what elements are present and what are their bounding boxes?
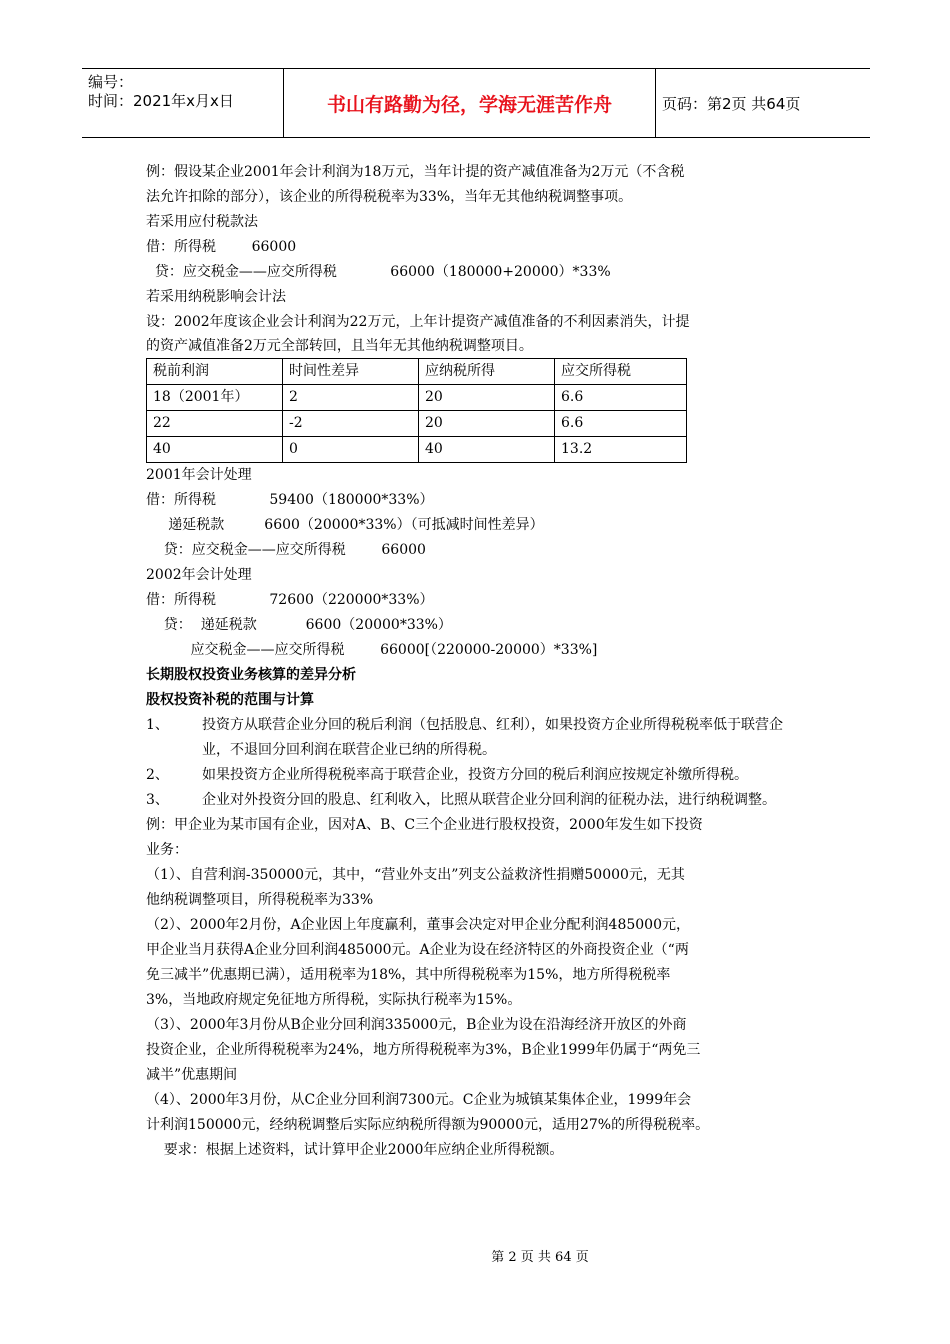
paragraph-line: 计利润150000元，经纳税调整后实际应纳税所得额为90000元，适用27%的所得税税率。 [146, 1117, 710, 1133]
paragraph-line: （3）、2000年3月份从B企业分回利润335000元，B企业为设在沿海经济开放区的外商 [146, 1017, 687, 1033]
table-cell: 2 [283, 385, 419, 411]
section-heading: 长期股权投资业务核算的差异分析 [146, 667, 356, 683]
header-meta [82, 69, 284, 137]
paragraph-line: 免三减半”优惠期已满），适用税率为18%，其中所得税税率为15%，地方所得税税率 [146, 967, 671, 983]
table-cell: 40 [147, 437, 283, 463]
paragraph-line: 要求：根据上述资料，试计算甲企业2000年应纳企业所得税额。 [146, 1142, 564, 1158]
list-item [146, 713, 810, 763]
paragraph-line: 例：甲企业为某市国有企业，因对A、B、C三个企业进行股权投资，2000年发生如下投资 [146, 817, 703, 833]
paragraph-line: 甲企业当月获得A企业分回利润485000元。A企业为设在经济特区的外商投资企业（“两 [146, 942, 689, 958]
time-label: 时间：2021年x月x日 [88, 92, 234, 110]
journal-line: 借：所得税 59400（180000*33%） [146, 492, 434, 508]
list-item-number: 2、 [146, 767, 169, 783]
paragraph-line: 设：2002年度该企业会计利润为22万元，上年计提资产减值准备的不利因素消失，计提 [146, 314, 690, 330]
journal-line: 递延税款 6600（20000*33%）（可抵减时间性差异） [146, 517, 544, 533]
list-item [146, 763, 810, 788]
journal-line: 借：所得税 72600（220000*33%） [146, 592, 434, 608]
table-header-cell: 应纳税所得 [419, 359, 555, 385]
table-header-cell: 时间性差异 [283, 359, 419, 385]
page-footer: 第 2 页 共 64 页 [491, 1250, 589, 1265]
section-label: 2002年会计处理 [146, 567, 252, 583]
table-row [147, 411, 687, 437]
document-body [146, 160, 810, 1163]
list-item-text: 投资方从联营企业分回的税后利润（包括股息、红利），如果投资方企业所得税税率低于联营企业，不退回分回利润在联营企业已纳的所得税。 [202, 717, 783, 758]
table-cell: 6.6 [555, 411, 687, 437]
header-page-info: 页码：第2页 共64页 [662, 94, 801, 113]
paragraph-line: （2）、2000年2月份，A企业因上年度赢利，董事会决定对甲企业分配利润485000元， [146, 917, 690, 933]
tax-table [146, 358, 687, 463]
list-item-number: 1、 [146, 717, 169, 733]
paragraph-line: 例：假设某企业2001年会计利润为18万元，当年计提的资产减值准备为2万元（不含税 [146, 164, 685, 180]
section-label: 2001年会计处理 [146, 467, 252, 483]
list-item-text: 企业对外投资分回的股息、红利收入，比照从联营企业分回利润的征税办法，进行纳税调整。 [202, 792, 776, 808]
table-cell: 13.2 [555, 437, 687, 463]
paragraph-line: （4）、2000年3月份，从C企业分回利润7300元。C企业为城镇某集体企业，1999年会 [146, 1092, 692, 1108]
journal-line: 应交税金——应交所得税 66000[（220000-20000）*33%] [146, 642, 598, 658]
paragraph-line: 业务： [146, 842, 188, 858]
header-motto: 书山有路勤为径，学海无涯苦作舟 [284, 69, 656, 137]
list-item-number: 3、 [146, 792, 169, 808]
table-row [147, 437, 687, 463]
table-header-row [147, 359, 687, 385]
paragraph-line: 若采用应付税款法 [146, 214, 258, 230]
table-cell: 0 [283, 437, 419, 463]
section-heading: 股权投资补税的范围与计算 [146, 692, 314, 708]
list-item-text: 如果投资方企业所得税税率高于联营企业，投资方分回的税后利润应按规定补缴所得税。 [202, 767, 748, 783]
paragraph-line: （1）、自营利润-350000元，其中，“营业外支出”列支公益救济性捐赠50000元，无其 [146, 867, 685, 883]
table-cell: -2 [283, 411, 419, 437]
paragraph-line: 投资企业，企业所得税税率为24%，地方所得税税率为3%，B企业1999年仍属于“两免三 [146, 1042, 701, 1058]
number-label: 编号： [88, 73, 134, 91]
paragraph-line: 3%，当地政府规定免征地方所得税，实际执行税率为15%。 [146, 992, 522, 1008]
table-header-cell: 应交所得税 [555, 359, 687, 385]
journal-line: 贷：应交税金——应交所得税 66000 [146, 542, 426, 558]
list-item [146, 788, 810, 813]
paragraph-line: 的资产减值准备2万元全部转回，且当年无其他纳税调整项目。 [146, 338, 533, 354]
table-row [147, 385, 687, 411]
table-cell: 22 [147, 411, 283, 437]
table-cell: 20 [419, 411, 555, 437]
journal-line: 贷：应交税金——应交所得税 66000（180000+20000）*33% [146, 264, 611, 280]
table-cell: 6.6 [555, 385, 687, 411]
journal-line: 借：所得税 66000 [146, 239, 297, 255]
journal-line: 贷： 递延税款 6600（20000*33%） [146, 617, 452, 633]
table-cell: 18（2001年） [147, 385, 283, 411]
paragraph-line: 他纳税调整项目，所得税税率为33% [146, 892, 374, 908]
paragraph-line: 法允许扣除的部分），该企业的所得税税率为33%，当年无其他纳税调整事项。 [146, 189, 633, 205]
page-header [82, 68, 870, 138]
table-cell: 40 [419, 437, 555, 463]
table-cell: 20 [419, 385, 555, 411]
paragraph-line: 若采用纳税影响会计法 [146, 289, 286, 305]
table-header-cell: 税前利润 [147, 359, 283, 385]
paragraph-line: 减半”优惠期间 [146, 1067, 238, 1083]
